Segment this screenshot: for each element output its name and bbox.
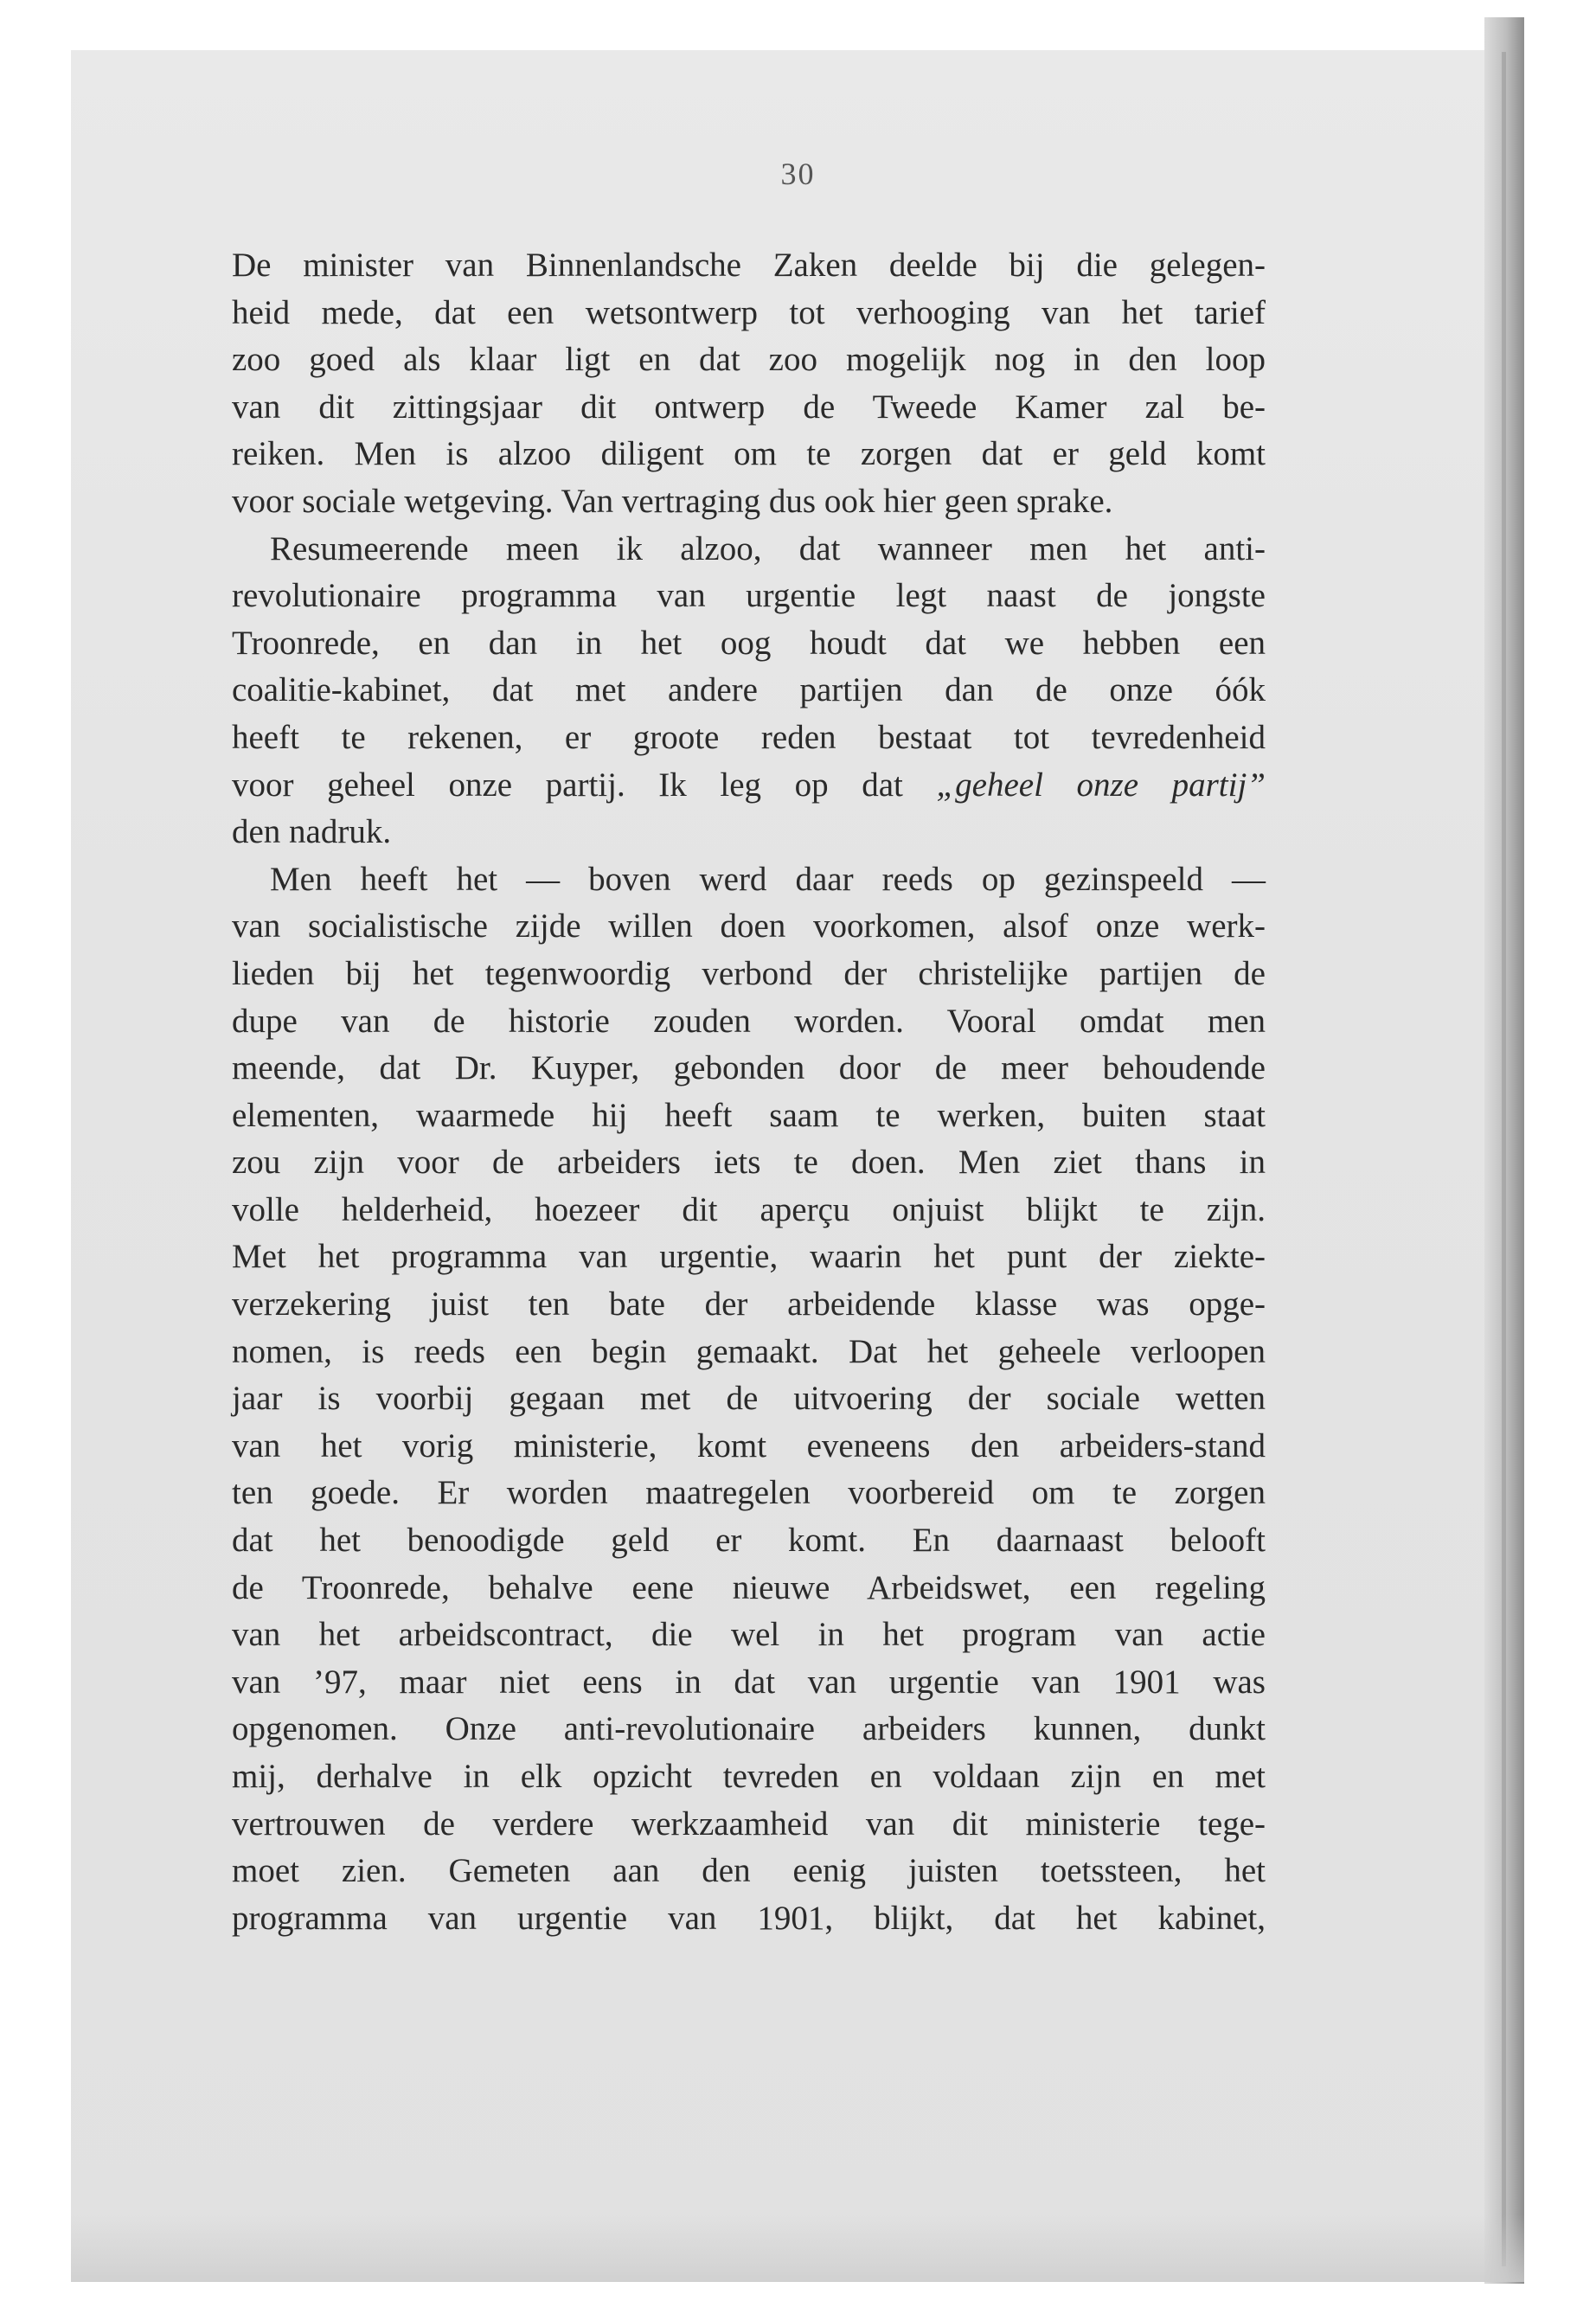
- page-number: 30: [780, 157, 816, 191]
- text-line-25: jaar is voorbij gegaan met de uitvoering der sociale wetten: [232, 1380, 1266, 1418]
- text-line-20: zou zijn voor de arbeiders iets te doen. Men ziet thans in: [232, 1144, 1266, 1182]
- text-line-12: [232, 762, 1266, 810]
- text-line-10: coalitie-kabinet, dat met andere partijen dan de onze óók: [232, 671, 1266, 709]
- text-line-19: elementen, waarmede hij heeft saam te werken, buiten staat: [232, 1096, 1266, 1134]
- text-line-27: ten goede. Er worden maatregelen voorbereid om te zorgen: [232, 1474, 1266, 1512]
- text-line-34: vertrouwen de verdere werkzaamheid van dit ministerie tege-: [232, 1804, 1266, 1843]
- text-line-02: heid mede, dat een wetsontwerp tot verhooging van het tarief: [232, 293, 1266, 331]
- text-line-21: volle helderheid, hoezeer dit aperçu onjuist blijkt te zijn.: [232, 1190, 1266, 1228]
- page-bottom-shade: [71, 2214, 1524, 2282]
- text-line-01: De minister van Binnenlandsche Zaken deelde bij die gelegen-: [232, 247, 1266, 284]
- text-line-32: opgenomen. Onze anti-revolutionaire arbeiders kunnen, dunkt: [232, 1710, 1266, 1748]
- text-line-28: dat het benoodigde geld er komt. En daarnaast belooft: [232, 1522, 1266, 1560]
- text-line-12-main: voor geheel onze partij. Ik leg op dat: [232, 766, 903, 804]
- text-line-29: de Troonrede, behalve eene nieuwe Arbeidswet, een regeling: [232, 1568, 1266, 1606]
- text-line-08: revolutionaire programma van urgentie legt naast de jongste: [232, 577, 1266, 615]
- text-line-14: Men heeft het — boven werd daar reeds op gezinspeeld —: [270, 860, 1266, 898]
- text-line-11: heeft te rekenen, er groote reden bestaat tot tevredenheid: [232, 718, 1266, 756]
- text-line-18: meende, dat Dr. Kuyper, gebonden door de meer behoudende: [232, 1049, 1266, 1087]
- text-line-07: Resumeerende meen ik alzoo, dat wanneer men het anti-: [270, 529, 1266, 567]
- text-line-30: van het arbeidscontract, die wel in het program van actie: [232, 1616, 1266, 1654]
- text-line-33: mij, derhalve in elk opzicht tevreden en voldaan zijn en met: [232, 1758, 1266, 1795]
- text-line-04: van dit zittingsjaar dit ontwerp de Tweede Kamer zal be-: [232, 388, 1266, 426]
- text-line-16: lieden bij het tegenwoordig verbond der christelijke partijen de: [232, 954, 1266, 992]
- text-line-22: Met het programma van urgentie, waarin het punt der ziekte-: [232, 1238, 1266, 1276]
- body-text: [232, 242, 1266, 1942]
- text-line-23: verzekering juist ten bate der arbeidende klasse was opge-: [232, 1285, 1266, 1324]
- text-line-31: van ’97, maar niet eens in dat van urgentie van 1901 was: [232, 1663, 1266, 1701]
- text-line-05: reiken. Men is alzoo diligent om te zorgen dat er geld komt: [232, 435, 1266, 473]
- emphasis-phrase: „geheel onze partij”: [936, 766, 1266, 804]
- text-line-13: den nadruk.: [232, 813, 392, 851]
- text-line-09: Troonrede, en dan in het oog houdt dat we hebben een: [232, 624, 1266, 662]
- text-line-26: van het vorig ministerie, komt eveneens den arbeiders-stand: [232, 1426, 1266, 1465]
- text-line-03: zoo goed als klaar ligt en dat zoo mogelijk nog in den loop: [232, 341, 1266, 379]
- page-edge-line: [1502, 52, 1506, 2266]
- text-line-15: van socialistische zijde willen doen voorkomen, alsof onze werk-: [232, 907, 1266, 945]
- text-line-24: nomen, is reeds een begin gemaakt. Dat het geheele verloopen: [232, 1332, 1266, 1370]
- text-line-36: programma van urgentie van 1901, blijkt, dat het kabinet,: [232, 1899, 1266, 1937]
- text-line-06: voor sociale wetgeving. Van vertraging dus ook hier geen sprake.: [232, 482, 1113, 520]
- text-line-35: moet zien. Gemeten aan den eenig juisten toetssteen, het: [232, 1852, 1266, 1890]
- text-line-17: dupe van de historie zouden worden. Vooral omdat men: [232, 1002, 1266, 1040]
